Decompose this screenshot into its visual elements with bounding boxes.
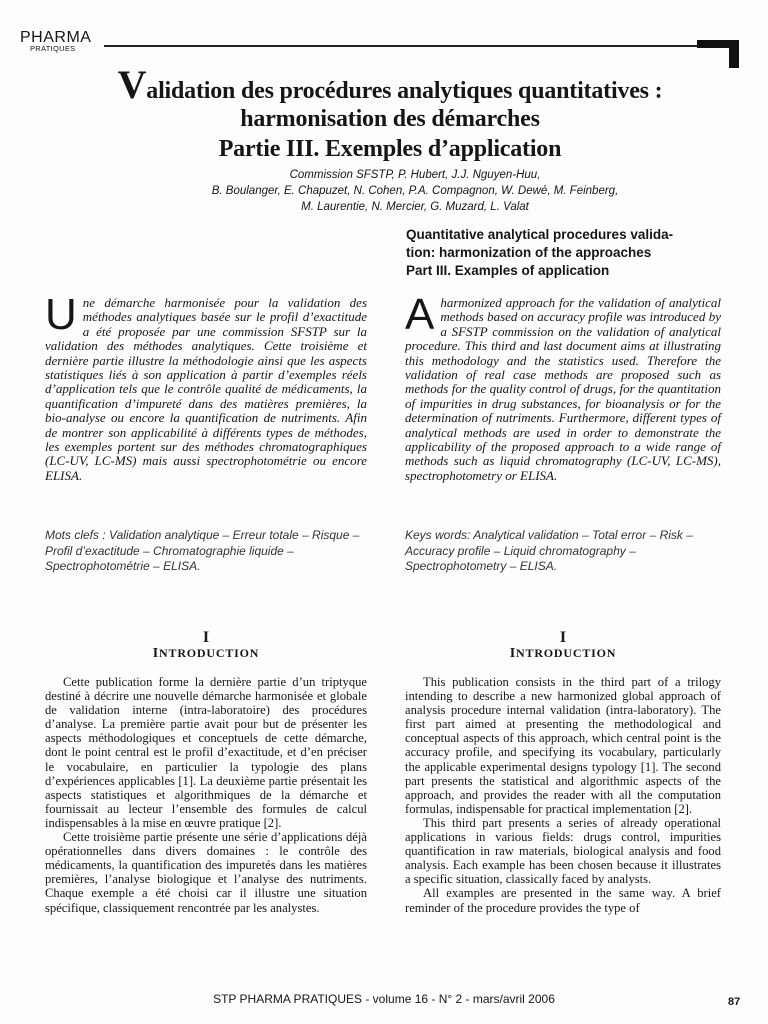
keywords-en: Keys words: Analytical validation – Total error – Risk – Accuracy profile – Liquid chromatography – Spectrophotometry – ELISA. (405, 528, 693, 573)
paragraph: Cette publication forme la dernière partie d’un triptyque destiné à décrire une nouvelle démarche harmonisée et globale de validation interne (intra-laboratoire) des procédures d’analyse. La première partie avait pour but de présenter les aspects méthodologiques et conceptuels de cette démarche, dont le point central est le profil d’exactitude, et d’en préciser le vocabulaire, en particulier la typologie des plans d’expériences applicables [1]. La deuxième partie présentait les aspects statistiques et algorithmiques de la démarche et fournissait au lecteur l’ensemble des formules de calcul indispensables à la mise en œuvre pratique [2]. (45, 675, 367, 830)
abstract-en-dropcap: A (405, 290, 435, 339)
footer-citation: STP PHARMA PRATIQUES - volume 16 - N° 2 - mars/avril 2006 (213, 992, 555, 1006)
journal-logo-sub: PRATIQUES (30, 44, 76, 53)
intro-fr-body (45, 675, 367, 915)
paragraph: This third part presents a series of already operational applications in various fields: drugs control, impurities quantification in raw materials, biological analysis and food analysis. Each example has been chosen because it illustrates a specific situation, classically faced by analysts. (405, 815, 721, 887)
title-line-3: Partie III. Exemples d’application (218, 136, 562, 162)
header-rule (104, 45, 732, 47)
authors-line-2: B. Boulanger, E. Chapuzet, N. Cohen, P.A. Compagnon, W. Dewé, M. Feinberg, (211, 185, 619, 197)
title-line-1 (20, 62, 760, 107)
abstract-fr-dropcap: U (45, 290, 77, 339)
paragraph: This publication consists in the third part of a trilogy intending to describe a new harmonized global approach of analysis procedure internal validation (intra-laboratory). The first part aimed at presenting the methodological and conceptual aspects of this approach, which central point is the accuracy profile, and specifying its vocabulary, particularly the applicable experimental designs typology [1]. The second part presents the statistical and algorithmic aspects of the approach, and provides the reader with all the computation formulas, indispensable for practical implementation [2]. (405, 675, 721, 816)
section-number-fr: I (202, 629, 210, 646)
title-line-1-text: alidation des procédures analytiques quantitatives : (146, 78, 663, 104)
authors-line-3: M. Laurentie, N. Mercier, G. Muzard, L. Valat (301, 201, 529, 213)
page-number: 87 (728, 996, 741, 1008)
english-title-line-1: Quantitative analytical procedures valida- (406, 227, 674, 242)
title-line-2: harmonisation des démarches (240, 106, 540, 132)
section-heading-en (405, 630, 721, 661)
english-title-line-2: tion: harmonization of the approaches (406, 245, 652, 260)
english-title-line-3: Part III. Examples of application (406, 263, 610, 278)
corner-mark-vertical (729, 40, 739, 68)
paragraph: Cette troisième partie présente une série d’applications déjà opérationnelles dans divers domaines : le contrôle des médicaments, la quantification des impuretés dans les matières premières, l’analyse biologique et l’analyse des nutriments. Chaque exemple a été choisi car il illustre une situation spécifique, classiquement rencontrée par les analystes. (45, 830, 367, 915)
abstract-fr-text: ne démarche harmonisée pour la validation des méthodes analytiques basée sur le profil d’exactitude a été proposée par une commission SFSTP sur la validation des méthodes analytiques. Cette troisième et dernière partie illustre la méthodologie ainsi que les aspects statistiques liés à son application à partir d’exemples réels d’application tels que le contrôle qualité de médicaments, la quantification d’impureté dans des matières premières, la bio-analyse ou encore la quantification de nutriments. Afin de montrer son applicabilité à différents types de méthodes, les exemples portent sur des méthodes chromatographiques (LC-UV, LC-MS) mais aussi spectrophotométrie ou encore ELISA. (45, 295, 367, 483)
section-number-en: I (559, 629, 567, 646)
keywords-fr: Mots clefs : Validation analytique – Erreur totale – Risque – Profil d’exactitude – Chromatographie liquide – Spectrophotométrie – ELISA. (45, 528, 360, 573)
section-heading-fr (45, 630, 367, 661)
journal-logo: PHARMA (20, 29, 92, 46)
title-dropcap: V (117, 62, 147, 107)
abstract-en (405, 290, 721, 483)
intro-en-body (405, 675, 721, 915)
authors-line-1: Commission SFSTP, P. Hubert, J.J. Nguyen-Huu, (289, 169, 541, 181)
abstract-en-text: harmonized approach for the validation of analytical methods based on accuracy profile was introduced by a SFSTP commission on the validation of analytical procedure. This third and last document aims at illustrating this methodology and the statistics used. Therefore the validation of real case methods are proposed such as methods for the quality control of drugs, for the quantitation of impurities in drug substances, for bioanalysis or for the determination of nutriments. Furthermore, different types of analytical methods are used in order to demonstrate the applicability of the proposed approach to a wide range of methods such as liquid chromatography (LC-UV, LC-MS), spectrophotometry or ELISA. (405, 295, 721, 483)
abstract-fr (45, 290, 367, 483)
section-title-en: INTRODUCTION (509, 646, 617, 661)
paragraph: All examples are presented in the same way. A brief reminder of the procedure provides the type of (405, 886, 721, 915)
section-title-fr: INTRODUCTION (152, 646, 260, 661)
